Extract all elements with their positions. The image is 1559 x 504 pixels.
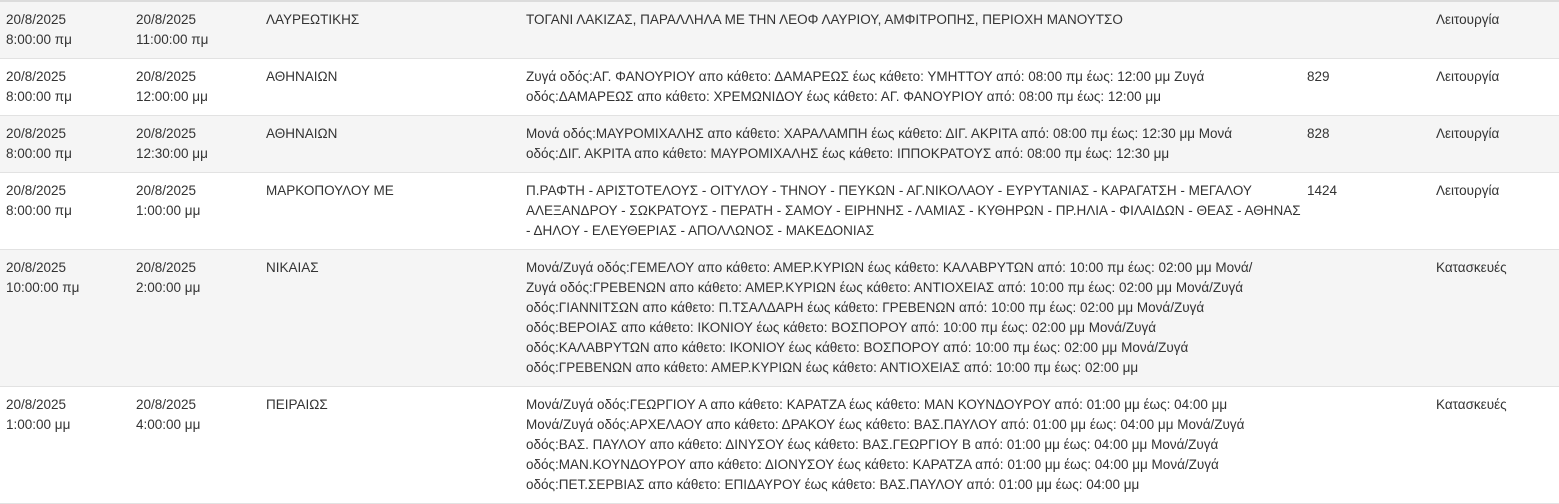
description-line: οδός:ΒΑΣ. ΠΑΥΛΟΥ απο κάθετο: ΔΙΝΥΣΟΥ έως κάθετο: ΒΑΣ.ΓΕΩΡΓΙΟΥ Β από: 01:00 μμ έως: 04:00 μμ Μονά/Ζυγά	[526, 437, 1219, 452]
end-time: 2:00:00 μμ	[136, 280, 201, 295]
description-cell	[526, 181, 1301, 241]
start-time: 10:00:00 πμ	[6, 280, 80, 295]
end-date: 20/8/2025	[136, 397, 197, 412]
start-datetime-cell	[6, 395, 126, 435]
description-line: οδός:ΔΑΜΑΡΕΩΣ απο κάθετο: ΧΡΕΜΩΝΙΔΟΥ έως κάθετο: ΑΓ. ΦΑΝΟΥΡΙΟΥ από: 08:00 πμ έως: 12:00 μμ	[526, 89, 1161, 104]
start-date: 20/8/2025	[6, 183, 67, 198]
description-cell	[526, 67, 1296, 107]
category-cell: Λειτουργία	[1436, 126, 1500, 141]
category-cell: Κατασκευές	[1436, 397, 1507, 412]
start-time: 8:00:00 πμ	[6, 89, 72, 104]
number-cell: 1424	[1307, 183, 1338, 198]
start-datetime-cell	[6, 258, 126, 298]
end-date: 20/8/2025	[136, 183, 197, 198]
end-datetime-cell	[136, 124, 256, 164]
description-line: οδός:ΔΙΓ. ΑΚΡΙΤΑ απο κάθετο: ΜΑΥΡΟΜΙΧΑΛΗΣ έως κάθετο: ΙΠΠΟΚΡΑΤΟΥΣ από: 08:00 πμ έως: 12:30 μμ	[526, 146, 1170, 161]
end-time: 12:00:00 μμ	[136, 89, 208, 104]
municipality-cell: ΛΑΥΡΕΩΤΙΚΗΣ	[266, 12, 360, 27]
municipality-cell: ΝΙΚΑΙΑΣ	[266, 260, 319, 275]
category-cell: Λειτουργία	[1436, 69, 1500, 84]
start-datetime-cell	[6, 181, 126, 221]
end-date: 20/8/2025	[136, 69, 197, 84]
description-cell	[526, 10, 1296, 30]
description-line: οδός:ΓΙΑΝΝΙΤΣΩΝ απο κάθετο: Π.ΤΣΑΛΔΑΡΗ έως κάθετο: ΓΡΕΒΕΝΩΝ από: 10:00 πμ έως: 02:00 μμ Μονά/Ζυγά	[526, 300, 1205, 315]
description-cell	[526, 124, 1296, 164]
start-datetime-cell	[6, 124, 126, 164]
start-time: 8:00:00 πμ	[6, 146, 72, 161]
table-row	[0, 59, 1559, 116]
start-time: 1:00:00 μμ	[6, 417, 71, 432]
table-row	[0, 173, 1559, 250]
end-datetime-cell	[136, 258, 256, 298]
description-line: Ζυγά οδός:ΓΡΕΒΕΝΩΝ απο κάθετο: ΑΜΕΡ.ΚΥΡΙΩΝ έως κάθετο: ΑΝΤΙΟΧΕΙΑΣ από: 10:00 πμ έως: 02:00 μμ Μονά/Ζυγά	[526, 280, 1244, 295]
description-line: οδός:ΓΡΕΒΕΝΩΝ απο κάθετο: ΑΜΕΡ.ΚΥΡΙΩΝ έως κάθετο: ΑΝΤΙΟΧΕΙΑΣ από: 10:00 πμ έως: 02:00 μμ	[526, 360, 1139, 375]
description-line: οδός:ΠΕΤ.ΣΕΡΒΙΑΣ απο κάθετο: ΕΠΙΔΑΥΡΟΥ έως κάθετο: ΒΑΣ.ΠΑΥΛΟΥ από: 01:00 μμ έως: 04:00 μμ	[526, 477, 1140, 492]
description-line: οδός:ΜΑΝ.ΚΟΥΝΔΟΥΡΟΥ απο κάθετο: ΔΙΟΝΥΣΟΥ έως κάθετο: ΚΑΡΑΤΖΑ από: 01:00 μμ έως: 04:00 μμ Μονά/Ζυγά	[526, 457, 1219, 472]
number-cell: 829	[1307, 69, 1330, 84]
start-date: 20/8/2025	[6, 69, 67, 84]
end-time: 4:00:00 μμ	[136, 417, 201, 432]
end-date: 20/8/2025	[136, 260, 197, 275]
start-date: 20/8/2025	[6, 260, 67, 275]
end-time: 1:00:00 μμ	[136, 203, 201, 218]
table-row	[0, 387, 1559, 504]
start-datetime-cell	[6, 67, 126, 107]
description-line: Ζυγά οδός:ΑΓ. ΦΑΝΟΥΡΙΟΥ απο κάθετο: ΔΑΜΑΡΕΩΣ έως κάθετο: ΥΜΗΤΤΟΥ από: 08:00 πμ έως: 12:00 μμ Ζυγά	[526, 69, 1205, 84]
end-date: 20/8/2025	[136, 12, 197, 27]
description-cell	[526, 258, 1296, 378]
category-cell: Λειτουργία	[1436, 12, 1500, 27]
number-cell: 828	[1307, 126, 1330, 141]
description-line: ΤΟΓΑΝΙ ΛΑΚΙΖΑΣ, ΠΑΡΑΛΛΗΛΑ ΜΕ ΤΗΝ ΛΕΟΦ ΛΑΥΡΙΟΥ, ΑΜΦΙΤΡΟΠΗΣ, ΠΕΡΙΟΧΗ ΜΑΝΟΥΤΣΟ	[526, 12, 1123, 27]
municipality-cell: ΠΕΙΡΑΙΩΣ	[266, 397, 328, 412]
start-date: 20/8/2025	[6, 126, 67, 141]
start-date: 20/8/2025	[6, 397, 67, 412]
table-row	[0, 116, 1559, 173]
description-line: οδός:ΒΕΡΟΙΑΣ απο κάθετο: ΙΚΟΝΙΟΥ έως κάθετο: ΒΟΣΠΟΡΟΥ από: 10:00 πμ έως: 02:00 μμ Μονά/Ζυγά	[526, 320, 1157, 335]
description-line: ΑΛΕΞΑΝΔΡΟΥ - ΣΩΚΡΑΤΟΥΣ - ΠΕΡΑΤΗ - ΣΑΜΟΥ - ΕΙΡΗΝΗΣ - ΛΑΜΙΑΣ - ΚΥΘΗΡΩΝ - ΠΡ.ΗΛΙΑ - ΦΙΛΑΙΔΩΝ - ΘΕΑΣ - ΑΘΗΝΑΣ	[526, 203, 1301, 218]
end-datetime-cell	[136, 10, 256, 50]
start-datetime-cell	[6, 10, 126, 50]
municipality-cell: ΜΑΡΚΟΠΟΥΛΟΥ ΜΕ	[266, 183, 394, 198]
category-cell: Λειτουργία	[1436, 183, 1500, 198]
description-line: Μονά οδός:ΜΑΥΡΟΜΙΧΑΛΗΣ απο κάθετο: ΧΑΡΑΛΑΜΠΗ έως κάθετο: ΔΙΓ. ΑΚΡΙΤΑ από: 08:00 πμ έως: 12:30 μμ Μονά	[526, 126, 1233, 141]
end-date: 20/8/2025	[136, 126, 197, 141]
description-line: Π.ΡΑΦΤΗ - ΑΡΙΣΤΟΤΕΛΟΥΣ - ΟΙΤΥΛΟΥ - ΤΗΝΟΥ - ΠΕΥΚΩΝ - ΑΓ.ΝΙΚΟΛΑΟΥ - ΕΥΡΥΤΑΝΙΑΣ - ΚΑΡΑΓΑΤΣΗ - ΜΕΓΑΛΟΥ	[526, 183, 1252, 198]
description-line: Μονά/Ζυγά οδός:ΓΕΜΕΛΟΥ απο κάθετο: ΑΜΕΡ.ΚΥΡΙΩΝ έως κάθετο: ΚΑΛΑΒΡΥΤΩΝ από: 10:00 πμ έως: 02:00 μμ Μονά/	[526, 260, 1253, 275]
municipality-cell: ΑΘΗΝΑΙΩΝ	[266, 69, 338, 84]
start-time: 8:00:00 πμ	[6, 203, 72, 218]
start-time: 8:00:00 πμ	[6, 32, 72, 47]
end-time: 11:00:00 πμ	[136, 32, 209, 47]
municipality-cell: ΑΘΗΝΑΙΩΝ	[266, 126, 338, 141]
description-line: οδός:ΚΑΛΑΒΡΥΤΩΝ απο κάθετο: ΙΚΟΝΙΟΥ έως κάθετο: ΒΟΣΠΟΡΟΥ από: 10:00 πμ έως: 02:00 μμ Μονά/Ζυγά	[526, 340, 1189, 355]
table-row	[0, 250, 1559, 387]
description-line: Μονά/Ζυγά οδός:ΓΕΩΡΓΙΟΥ Α απο κάθετο: ΚΑΡΑΤΖΑ έως κάθετο: ΜΑΝ ΚΟΥΝΔΟΥΡΟΥ από: 01:00 μμ έως: 04:00 μμ	[526, 397, 1228, 412]
category-cell: Κατασκευές	[1436, 260, 1507, 275]
end-datetime-cell	[136, 181, 256, 221]
description-cell	[526, 395, 1296, 495]
end-time: 12:30:00 μμ	[136, 146, 208, 161]
start-date: 20/8/2025	[6, 12, 67, 27]
description-line: Μονά/Ζυγά οδός:ΑΡΧΕΛΑΟΥ απο κάθετο: ΔΡΑΚΟΥ έως κάθετο: ΒΑΣ.ΠΑΥΛΟΥ από: 01:00 μμ έως: 04:00 μμ Μονά/Ζυγά	[526, 417, 1245, 432]
end-datetime-cell	[136, 395, 256, 435]
description-line: - ΔΗΛΟΥ - ΕΛΕΥΘΕΡΙΑΣ - ΑΠΟΛΛΩΝΟΣ - ΜΑΚΕΔΟΝΙΑΣ	[526, 223, 875, 238]
end-datetime-cell	[136, 67, 256, 107]
table-row	[0, 2, 1559, 59]
